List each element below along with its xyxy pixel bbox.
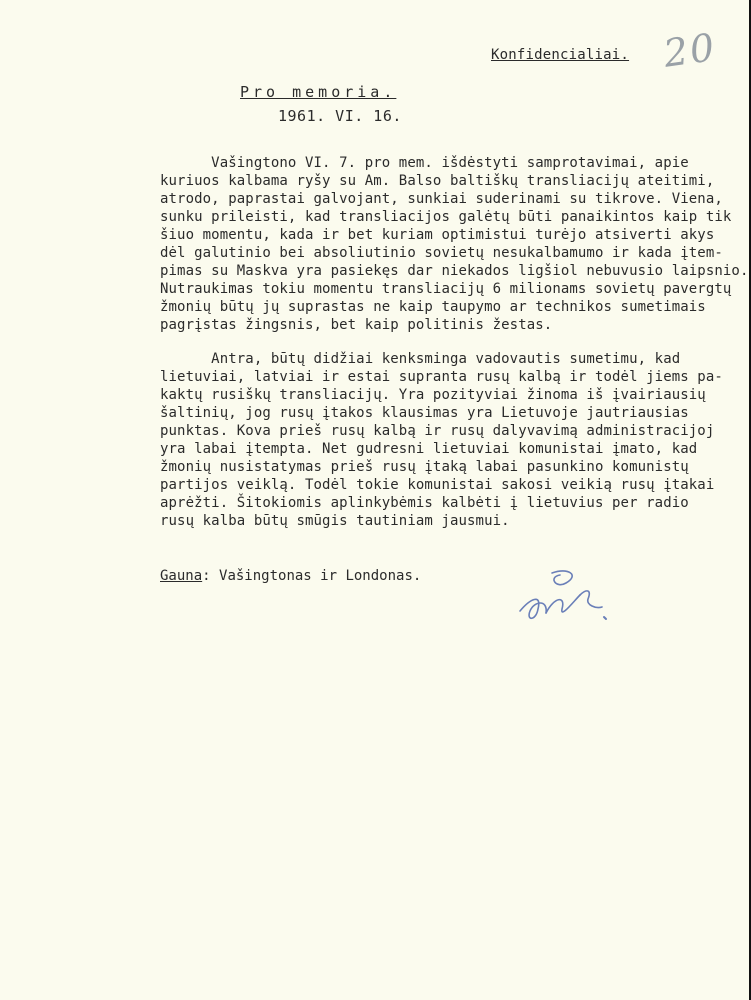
paragraph-1-line: sunku prileisti, kad transliacijos galėtų būti panaikintos kaip tik xyxy=(160,209,732,225)
classification-mark: Konfidencialiai. xyxy=(491,47,630,63)
document-date: 1961. VI. 16. xyxy=(278,107,402,125)
paragraph-1-line: pimas su Maskva yra pasiekęs dar niekados ligšiol nebuvusio laipsnio. xyxy=(160,263,749,279)
paragraph-2-line: kaktų rusiškų transliacijų. Yra pozityviai žinoma iš įvairiausių xyxy=(160,387,706,403)
paragraph-2-line: rusų kalba būtų smūgis tautiniam jausmui. xyxy=(160,513,510,529)
archive-number: 20 xyxy=(660,24,719,76)
paragraph-2-line: aprėžti. Šitokiomis aplinkybėmis kalbėti į lietuvius per radio xyxy=(160,495,689,511)
recipients-line xyxy=(160,568,421,584)
paragraph-2-line: partijos veiklą. Todėl tokie komunistai sakosi veikią rusų įtakai xyxy=(160,477,715,493)
paragraph-2-line: žmonių nusistatymas prieš rusų įtaką labai pasunkino komunistų xyxy=(160,459,689,475)
handwritten-signature xyxy=(508,565,618,635)
paragraph-1-line: dėl galutinio bei absoliutinio sovietų nesukalbamumo ir kada įtem- xyxy=(160,245,723,261)
paragraph-1-line: atrodo, paprastai galvojant, sunkiai suderinami su tikrove. Viena, xyxy=(160,191,723,207)
paragraph-1-line: Vašingtono VI. 7. pro mem. išdėstyti samprotavimai, apie xyxy=(160,155,689,171)
recipients-label: Gauna xyxy=(160,568,203,584)
paragraph-2-line: lietuviai, latviai ir estai supranta rusų kalbą ir todėl jiems pa- xyxy=(160,369,723,385)
paragraph-1-line: pagrįstas žingsnis, bet kaip politinis žestas. xyxy=(160,317,553,333)
recipients-text: : Vašingtonas ir Londonas. xyxy=(202,568,422,584)
paragraph-1-line: kuriuos kalbama ryšy su Am. Balso baltiškų transliacijų ateitimi, xyxy=(160,173,715,189)
paragraph-2-line: šaltinių, jog rusų įtakos klausimas yra Lietuvoje jautriausias xyxy=(160,405,689,421)
paragraph-2-line: yra labai įtempta. Net gudresni lietuviai komunistai įmato, kad xyxy=(160,441,698,457)
document-title: Pro memoria. xyxy=(240,83,397,101)
paragraph-1-line: Nutraukimas tokiu momentu transliacijų 6 milionams sovietų pavergtų xyxy=(160,281,732,297)
paragraph-1-line: žmonių būtų jų suprastas ne kaip taupymo ar technikos sumetimais xyxy=(160,299,706,315)
paragraph-2-line: Antra, būtų didžiai kenksminga vadovautis sumetimu, kad xyxy=(160,351,681,367)
paragraph-1-line: šiuo momentu, kada ir bet kuriam optimistui turėjo atsiverti akys xyxy=(160,227,715,243)
paragraph-2-line: punktas. Kova prieš rusų kalbą ir rusų dalyvavimą administracijoj xyxy=(160,423,715,439)
